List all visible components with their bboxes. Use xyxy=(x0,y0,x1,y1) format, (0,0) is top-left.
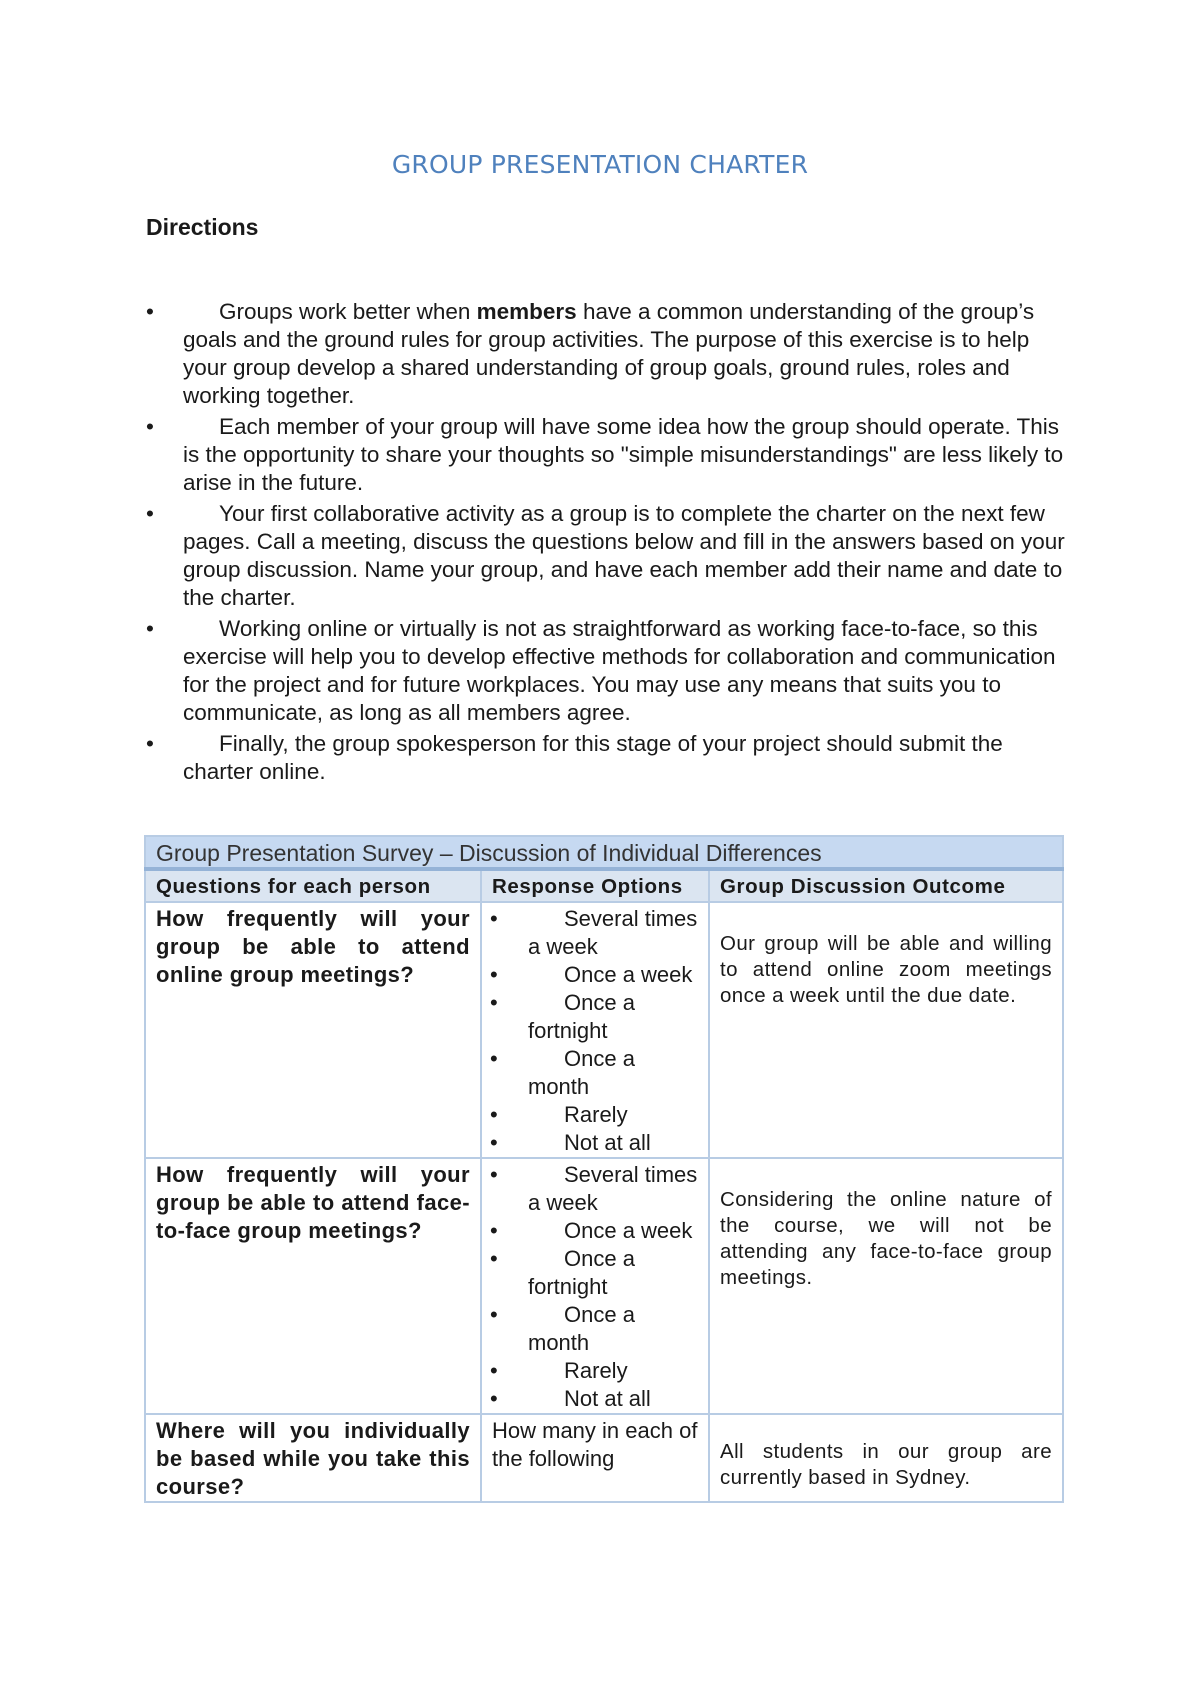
option-item: • Rarely xyxy=(490,1102,628,1127)
question-cell: How frequently will your group be able to attend face-to-face group meetings? xyxy=(145,1158,481,1414)
outcome-cell xyxy=(709,1414,1063,1502)
options-cell: How many in each of the following xyxy=(481,1414,709,1502)
bullet-icon: • xyxy=(490,1358,498,1383)
options-list xyxy=(492,905,698,1157)
bullet-icon: • xyxy=(490,1102,498,1127)
option-item: • Several times a week xyxy=(490,1162,698,1215)
directions-item: • Working online or virtually is not as straightforward as working face-to-face, so this exercise will help you to develop effective methods for collaboration and communication for the project and for future workplaces. You may use any means that suits you to communicate, as long as all members agree. xyxy=(146,616,1056,725)
outcome-text: Our group will be able and willing to attend online zoom meetings once a week until the due date. xyxy=(720,932,1052,1007)
option-item: • Once a fortnight xyxy=(490,1246,635,1299)
bullet-icon: • xyxy=(490,906,498,931)
bullet-icon: • xyxy=(490,1162,498,1187)
header-response-options: Response Options xyxy=(481,869,709,902)
option-item: • Not at all xyxy=(490,1386,651,1411)
bullet-icon: • xyxy=(490,962,498,987)
bullet-icon: • xyxy=(146,299,154,324)
option-item: • Once a fortnight xyxy=(490,990,635,1043)
bullet-icon: • xyxy=(146,616,154,641)
survey-table xyxy=(144,835,1064,1503)
option-item: • Once a week xyxy=(490,962,693,987)
bullet-icon: • xyxy=(490,1302,498,1327)
bullet-icon: • xyxy=(146,414,154,439)
bullet-icon: • xyxy=(490,1046,498,1071)
document-title: GROUP PRESENTATION CHARTER xyxy=(391,150,809,179)
bullet-icon: • xyxy=(490,1386,498,1411)
option-item: • Several times a week xyxy=(490,906,698,959)
directions-item: • Groups work better when members have a common understanding of the group’s goals and the ground rules for group activities. The purpose of this exercise is to help your group develop a shared understanding of group goals, ground rules, roles and working together. xyxy=(146,299,1035,408)
option-item: • Once a month xyxy=(490,1046,635,1099)
option-item: • Once a week xyxy=(490,1218,693,1243)
option-item: • Rarely xyxy=(490,1358,628,1383)
outcome-text: All students in our group are currently based in Sydney. xyxy=(720,1440,1052,1489)
option-item: • Not at all xyxy=(490,1130,651,1155)
outcome-text: Considering the online nature of the course, we will not be attending any face-to-face group meetings. xyxy=(720,1188,1052,1289)
header-outcome: Group Discussion Outcome xyxy=(709,869,1063,902)
directions-list xyxy=(146,298,1066,789)
bullet-icon: • xyxy=(490,1218,498,1243)
options-list xyxy=(492,1161,698,1413)
bullet-icon: • xyxy=(146,731,154,756)
question-cell: How frequently will your group be able to attend online group meetings? xyxy=(145,902,481,1158)
directions-item: • Finally, the group spokesperson for this stage of your project should submit the charter online. xyxy=(146,731,1003,784)
bullet-icon: • xyxy=(490,990,498,1015)
directions-heading: Directions xyxy=(146,214,259,240)
table-row xyxy=(145,1158,1063,1414)
header-questions: Questions for each person xyxy=(145,869,481,902)
bullet-icon: • xyxy=(490,1130,498,1155)
outcome-cell xyxy=(709,902,1063,1158)
option-item: • Once a month xyxy=(490,1302,635,1355)
survey-caption: Group Presentation Survey – Discussion of Individual Differences xyxy=(145,836,1063,869)
emphasis: members xyxy=(476,299,577,324)
outcome-cell xyxy=(709,1158,1063,1414)
directions-item: • Each member of your group will have some idea how the group should operate. This is the opportunity to share your thoughts so "simple misunderstandings" are less likely to arise in the future. xyxy=(146,414,1064,495)
directions-item: • Your first collaborative activity as a group is to complete the charter on the next few pages. Call a meeting, discuss the questions below and fill in the answers based on your group discussion. Name your group, and have each member add their name and date to the charter. xyxy=(146,501,1065,610)
bullet-icon: • xyxy=(490,1246,498,1271)
table-row xyxy=(145,902,1063,1158)
question-cell: Where will you individually be based while you take this course? xyxy=(145,1414,481,1502)
bullet-icon: • xyxy=(146,501,154,526)
table-row xyxy=(145,1414,1063,1502)
options-cell xyxy=(481,902,709,1158)
options-cell xyxy=(481,1158,709,1414)
